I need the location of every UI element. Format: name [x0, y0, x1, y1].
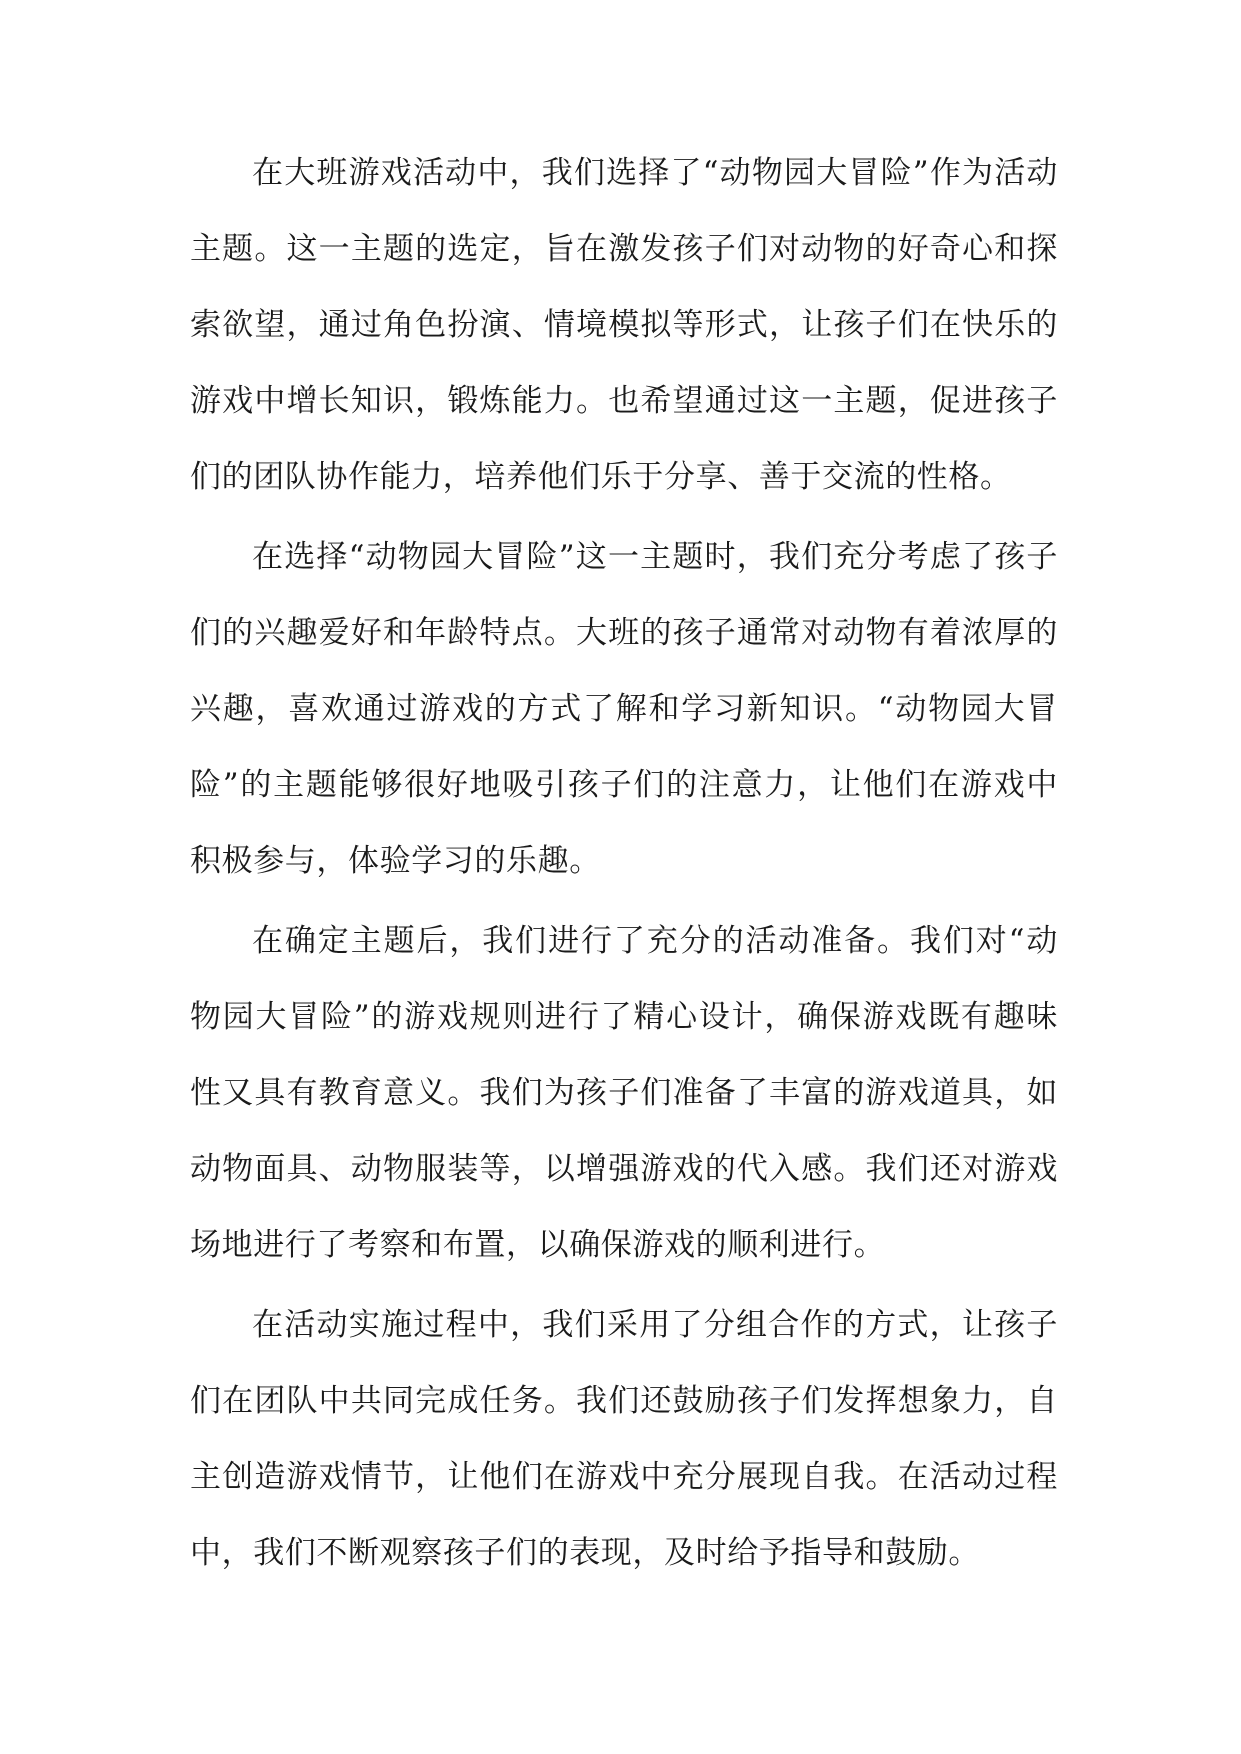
paragraph-activity-preparation: 在确定主题后，我们进行了充分的活动准备。我们对“动物园大冒险”的游戏规则进行了精心设计，确保游戏既有趣味性又具有教育意义。我们为孩子们准备了丰富的游戏道具，如动物面具、动物服装等，以增强游戏的代入感。我们还对游戏场地进行了考察和布置，以确保游戏的顺利进行。 — [190, 923, 1058, 1263]
paragraph-theme-intro: 在大班游戏活动中，我们选择了“动物园大冒险”作为活动主题。这一主题的选定，旨在激发孩子们对动物的好奇心和探索欲望，通过角色扮演、情境模拟等形式，让孩子们在快乐的游戏中增长知识，锻炼能力。也希望通过这一主题，促进孩子们的团队协作能力，培养他们乐于分享、善于交流的性格。 — [190, 155, 1058, 495]
paragraph-theme-selection: 在选择“动物园大冒险”这一主题时，我们充分考虑了孩子们的兴趣爱好和年龄特点。大班的孩子通常对动物有着浓厚的兴趣，喜欢通过游戏的方式了解和学习新知识。“动物园大冒险”的主题能够很好地吸引孩子们的注意力，让他们在游戏中积极参与，体验学习的乐趣。 — [190, 539, 1058, 879]
document-body — [190, 135, 1058, 1595]
paragraph-activity-implementation: 在活动实施过程中，我们采用了分组合作的方式，让孩子们在团队中共同完成任务。我们还鼓励孩子们发挥想象力，自主创造游戏情节，让他们在游戏中充分展现自我。在活动过程中，我们不断观察孩子们的表现，及时给予指导和鼓励。 — [190, 1307, 1058, 1571]
